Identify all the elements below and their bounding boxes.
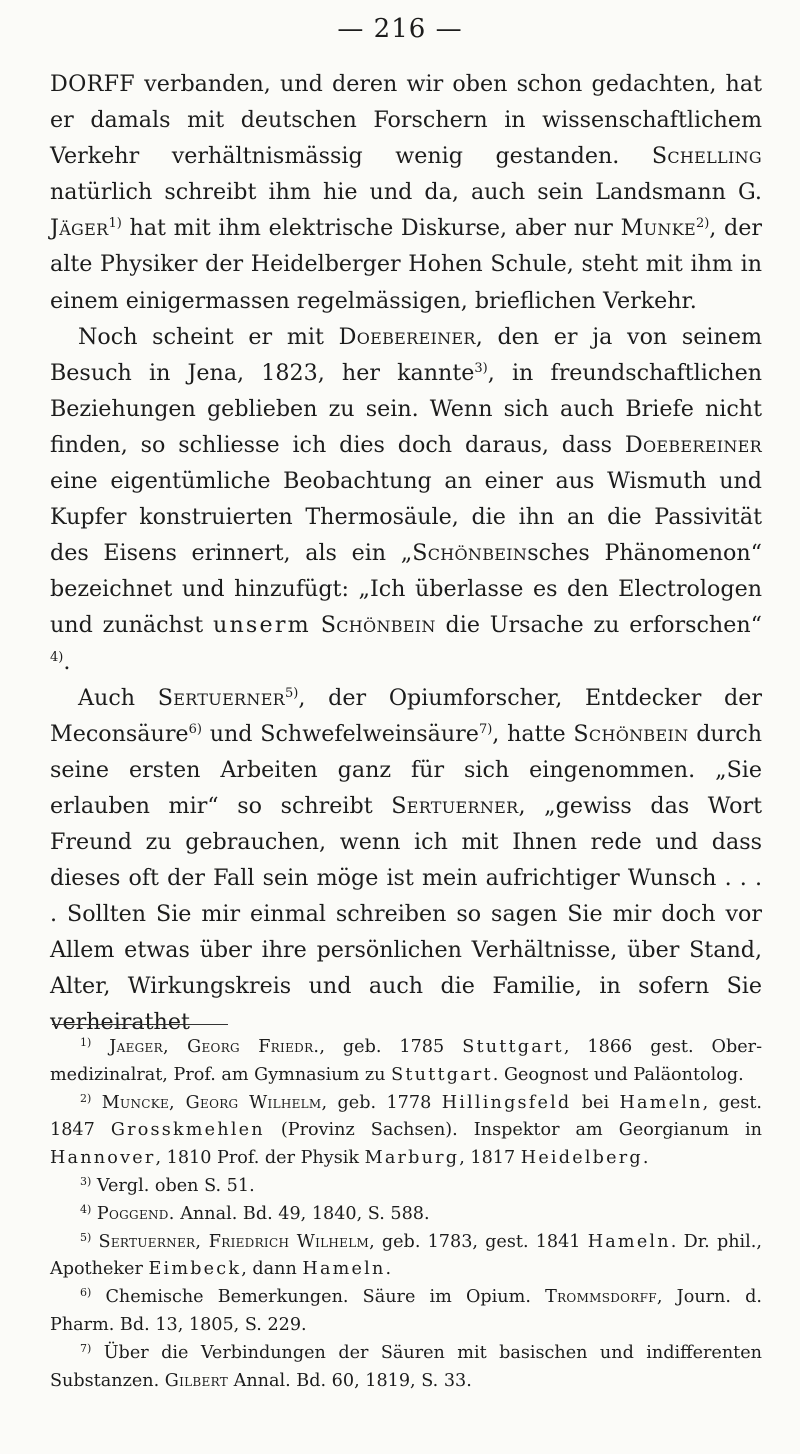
footnote-ref-5: 5) [285,685,299,701]
footnote-text: , Journ. d. Pharm. Bd. 13, 1805, S. 229. [50,1287,762,1335]
footnote-text: . Geognost und Paläontolog. [492,1064,744,1085]
footnote-name: Poggend. [96,1203,175,1224]
footnote-text: . [385,1259,392,1280]
footnote-mark: 4) [80,1202,92,1216]
footnote-mark: 5) [80,1230,92,1244]
name-sertuerner: Sertuerner [391,792,519,819]
footnote-mark: 2) [80,1091,92,1105]
footnote-text: Annal. Bd. 49, 1840, S. 588. [174,1203,430,1224]
footnote-name: Trommsdorff [545,1287,657,1308]
footnote-text: , geb. 1785 [319,1037,463,1057]
name-dorff: DORFF [50,71,135,97]
footnote-ref-2: 2) [695,216,710,232]
footnote-mark: 6) [80,1286,92,1300]
place-name: Hameln [619,1092,703,1113]
paragraph-1 [50,66,762,319]
footnote-text: bei [571,1092,620,1113]
paragraph-2 [50,319,762,680]
place-name: Grosskmehlen [110,1120,265,1141]
name-schoenbein: Schönbein [573,720,689,747]
name-schoenbein: Schönbein [320,612,436,639]
text: und Schwefelweinsäure [201,720,479,747]
footnote-ref-7: 7) [478,721,493,737]
footnote-text: (Provinz Sachsen). Inspektor am Georgianum in [264,1120,762,1141]
footnote-name: Jaeger, Georg Friedr. [109,1037,320,1057]
footnote-ref-6: 6) [188,721,202,737]
place-name: Hameln [302,1259,386,1280]
footnote-ref-4: 4) [50,649,64,665]
place-name: Hillingsfeld [441,1092,572,1113]
name-jaeger: Jäger [50,215,109,242]
footnote-1 [50,1034,762,1090]
paragraph-3 [50,680,762,1041]
footnote-text: , geb. 1783, gest. 1841 [369,1231,588,1252]
footnote-text: Annal. Bd. 60, 1819, S. 33. [228,1370,472,1391]
footnote-text: Über die Verbindungen der Säuren mit basischen und indifferenten Substanzen. [50,1342,762,1391]
text: natürlich schreibt ihm hie und da, auch sein Landsmann G. [50,179,762,206]
footnote-mark: 3) [80,1174,92,1188]
text: , „gewiss das Wort Freund zu gebrauchen, wenn ich mit Ihnen rede und dass dieses oft der Fall sein möge ist mein aufrichtiger Wunsch . . . . Sollten Sie mir einmal schreiben so sagen Sie mir doch vor Allem etwas über ihre persönlichen Verhältnisse, über Stand, Alter, Wirkungskreis und auch die Familie, in sofern Sie verheirathet [50,792,762,1036]
place-name: Hameln [587,1231,671,1252]
place-name: Stuttgart [391,1064,493,1085]
footnote-name: Sertuerner, Friedrich Wilhelm [98,1231,370,1252]
footnote-7 [50,1340,762,1396]
text: die Ursache zu erforschen“ [435,612,762,639]
footnote-text: , dann [241,1259,303,1280]
footnote-text: Chemische Bemerkungen. Säure im Opium. [105,1287,546,1308]
footnote-6 [50,1284,762,1340]
place-name: Stuttgart [462,1037,564,1057]
footnote-text: , gest. 1847 [50,1092,762,1141]
name-munke: Munke [620,215,696,242]
footnote-ref-3: 3) [474,360,488,376]
footnote-5 [50,1229,762,1285]
text: , der Opiumforscher, Entdecker der Meconsäure [50,684,762,747]
footnote-text: , 1866 gest. Ober-medizinalrat, Prof. am Gymnasium zu [50,1037,763,1085]
footnote-ref-1: 1) [108,216,122,232]
footnote-mark: 1) [80,1036,92,1049]
name-schoenbein: Schönbein [412,540,528,567]
footnote-text: Vergl. oben S. 51. [96,1175,255,1196]
footnote-text: , 1817 [459,1148,521,1169]
name-doebereiner: Doebereiner [338,323,476,350]
text: durch seine ersten Arbeiten ganz für sich eingenommen. „Sie erlauben mir“ so schreibt [50,720,763,819]
name-doebereiner: Doebereiner [624,431,762,458]
footnote-name: Gilbert [164,1370,229,1391]
text: , hatte [492,720,574,747]
place-name: Marburg [364,1148,460,1169]
place-name: Heidelberg [520,1148,643,1169]
text: . [63,648,71,675]
footnotes [50,1034,762,1395]
footnote-text: . [642,1148,649,1169]
text: sches Phänomenon“ bezeichnet und hinzufügt: „Ich überlasse es den Electrologen und zunächst [50,540,762,639]
text: Auch [78,684,158,711]
text: , der alte Physiker der Heidelberger Hohen Schule, steht mit ihm in einem einigermassen regelmässigen, brieflichen Verkehr. [50,215,763,314]
text: verbanden, und deren wir oben schon gedachten, hat er damals mit deutschen Forschern in wissenschaftlichem Verkehr verhältnismässig wenig gestanden. [50,71,762,170]
footnote-4 [50,1201,762,1229]
footnote-name: Muncke, Georg Wilhelm [101,1092,322,1113]
text: Noch scheint er mit [78,323,339,350]
footnote-divider [52,1024,228,1025]
text [311,612,321,638]
place-name: Hannover [50,1148,156,1169]
body-text [50,66,762,1041]
name-sertuerner: Sertuerner [157,684,286,711]
emphasis-unserm: unserm [212,612,311,639]
text: hat mit ihm elektrische Diskurse, aber nur [121,215,621,242]
text: eine eigentümliche Beobachtung an einer aus Wismuth und Kupfer konstruierten Thermosäule, die ihn an die Passivität des Eisens erinnert, als ein „ [50,468,762,567]
text: , den er ja von seinem Besuch in Jena, 1823, her kannte [50,323,762,386]
footnote-2 [50,1090,762,1173]
name-schelling: Schelling [651,143,762,170]
footnote-mark: 7) [80,1341,92,1355]
text: , in freundschaftlichen Beziehungen geblieben zu sein. Wenn sich auch Briefe nicht finden, so schliesse ich dies doch daraus, dass [50,359,763,458]
footnote-text: , geb. 1778 [321,1092,442,1113]
footnote-text: , 1810 Prof. der Physik [155,1148,365,1169]
page-number: — 216 — [337,14,463,44]
place-name: Eimbeck [148,1259,242,1280]
footnote-text: . Dr. phil., Apotheker [50,1231,762,1280]
footnote-3 [50,1173,762,1201]
